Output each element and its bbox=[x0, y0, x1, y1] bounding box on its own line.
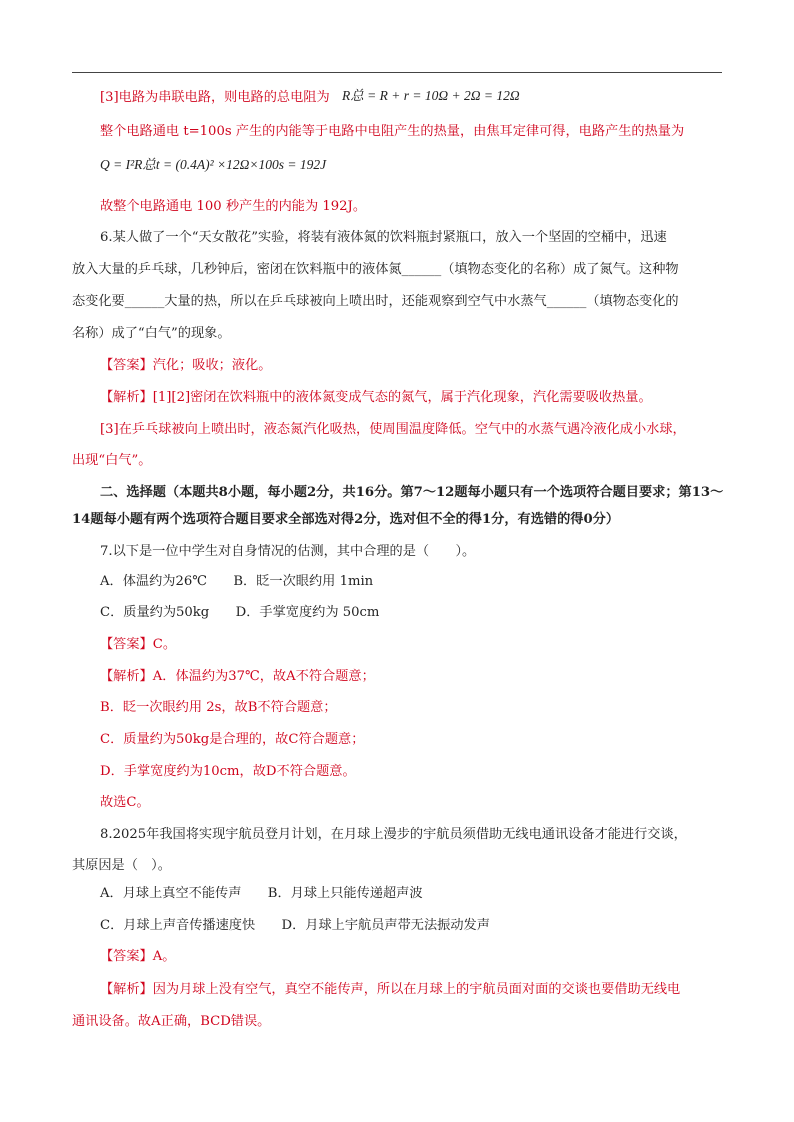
text-line: 整个电路通电 t=100s 产生的内能等于电路中电阻产生的热量，由焦耳定律可得，电路产生的热量为 bbox=[100, 124, 685, 139]
analysis-6-line: 出现“白气”。 bbox=[72, 453, 152, 468]
question-8-options: C．月球上声音传播速度快 D．月球上宇航员声带无法振动发声 bbox=[100, 918, 490, 933]
text-line: [3]电路为串联电路，则电路的总电阻为 bbox=[100, 90, 330, 105]
answer-7: 【答案】C。 bbox=[100, 637, 177, 652]
section-heading: 二、选择题（本题共8小题，每小题2分，共16分。第7～12题每小题只有一个选项符合题目要求；第13～ bbox=[100, 485, 724, 500]
question-6-line: 放入大量的乒乓球，几秒钟后，密闭在饮料瓶中的液体氮______（填物态变化的名称）成了氮气。这种物 bbox=[72, 262, 679, 277]
question-8-line: 其原因是（ ）。 bbox=[72, 858, 171, 873]
analysis-7-line: D．手掌宽度约为10cm，故D不符合题意。 bbox=[100, 764, 356, 779]
section-heading: 14题每小题有两个选项符合题目要求全部选对得2分，选对但不全的得1分，有选错的得0分） bbox=[72, 512, 620, 527]
question-6-line: 态变化要______大量的热，所以在乒乓球被向上喷出时，还能观察到空气中水蒸气______（填物态变化的 bbox=[72, 294, 679, 309]
question-8: 8.2025年我国将实现宇航员登月计划，在月球上漫步的宇航员须借助无线电通讯设备才能进行交谈， bbox=[100, 827, 687, 842]
analysis-6-line: [3]在乒乓球被向上喷出时，液态氮汽化吸热，使周围温度降低。空气中的水蒸气遇冷液化成小水球， bbox=[100, 422, 686, 437]
analysis-8-line: 通讯设备。故A正确，BCD错误。 bbox=[72, 1014, 271, 1029]
header-rule bbox=[72, 72, 722, 73]
analysis-7-line: B．眨一次眼约用 2s，故B不符合题意； bbox=[100, 700, 337, 715]
question-7-options: C．质量约为50kg D．手掌宽度约为 50cm bbox=[100, 605, 380, 620]
question-6-line: 6.某人做了一个“天女散花”实验，将装有液体氮的饮料瓶封紧瓶口，放入一个坚固的空桶中，迅速 bbox=[100, 230, 667, 245]
question-6-line: 名称）成了“白气”的现象。 bbox=[72, 326, 231, 341]
analysis-6: 【解析】[1][2]密闭在饮料瓶中的液体氮变成气态的氮气，属于汽化现象，汽化需要吸收热量。 bbox=[100, 390, 652, 405]
analysis-7-conclusion: 故选C。 bbox=[100, 795, 150, 810]
question-8-options: A．月球上真空不能传声 B．月球上只能传递超声波 bbox=[100, 886, 423, 901]
text-line: 故整个电路通电 100 秒产生的内能为 192J。 bbox=[100, 199, 367, 214]
question-7: 7.以下是一位中学生对自身情况的估测，其中合理的是（ ）。 bbox=[100, 544, 476, 559]
analysis-7: 【解析】A．体温约为37℃，故A不符合题意； bbox=[100, 669, 375, 684]
formula-total-resistance: R总 = R + r = 10Ω + 2Ω = 12Ω bbox=[342, 88, 520, 103]
answer-6: 【答案】汽化；吸收；液化。 bbox=[100, 358, 272, 373]
question-7-options: A．体温约为26℃ B．眨一次眼约用 1min bbox=[100, 574, 374, 589]
analysis-8: 【解析】因为月球上没有空气，真空不能传声，所以在月球上的宇航员面对面的交谈也要借助无线电 bbox=[100, 982, 681, 997]
answer-8: 【答案】A。 bbox=[100, 949, 176, 964]
formula-heat: Q = I²R总t = (0.4A)² ×12Ω×100s = 192J bbox=[100, 157, 327, 172]
analysis-7-line: C．质量约为50kg是合理的，故C符合题意； bbox=[100, 732, 365, 747]
